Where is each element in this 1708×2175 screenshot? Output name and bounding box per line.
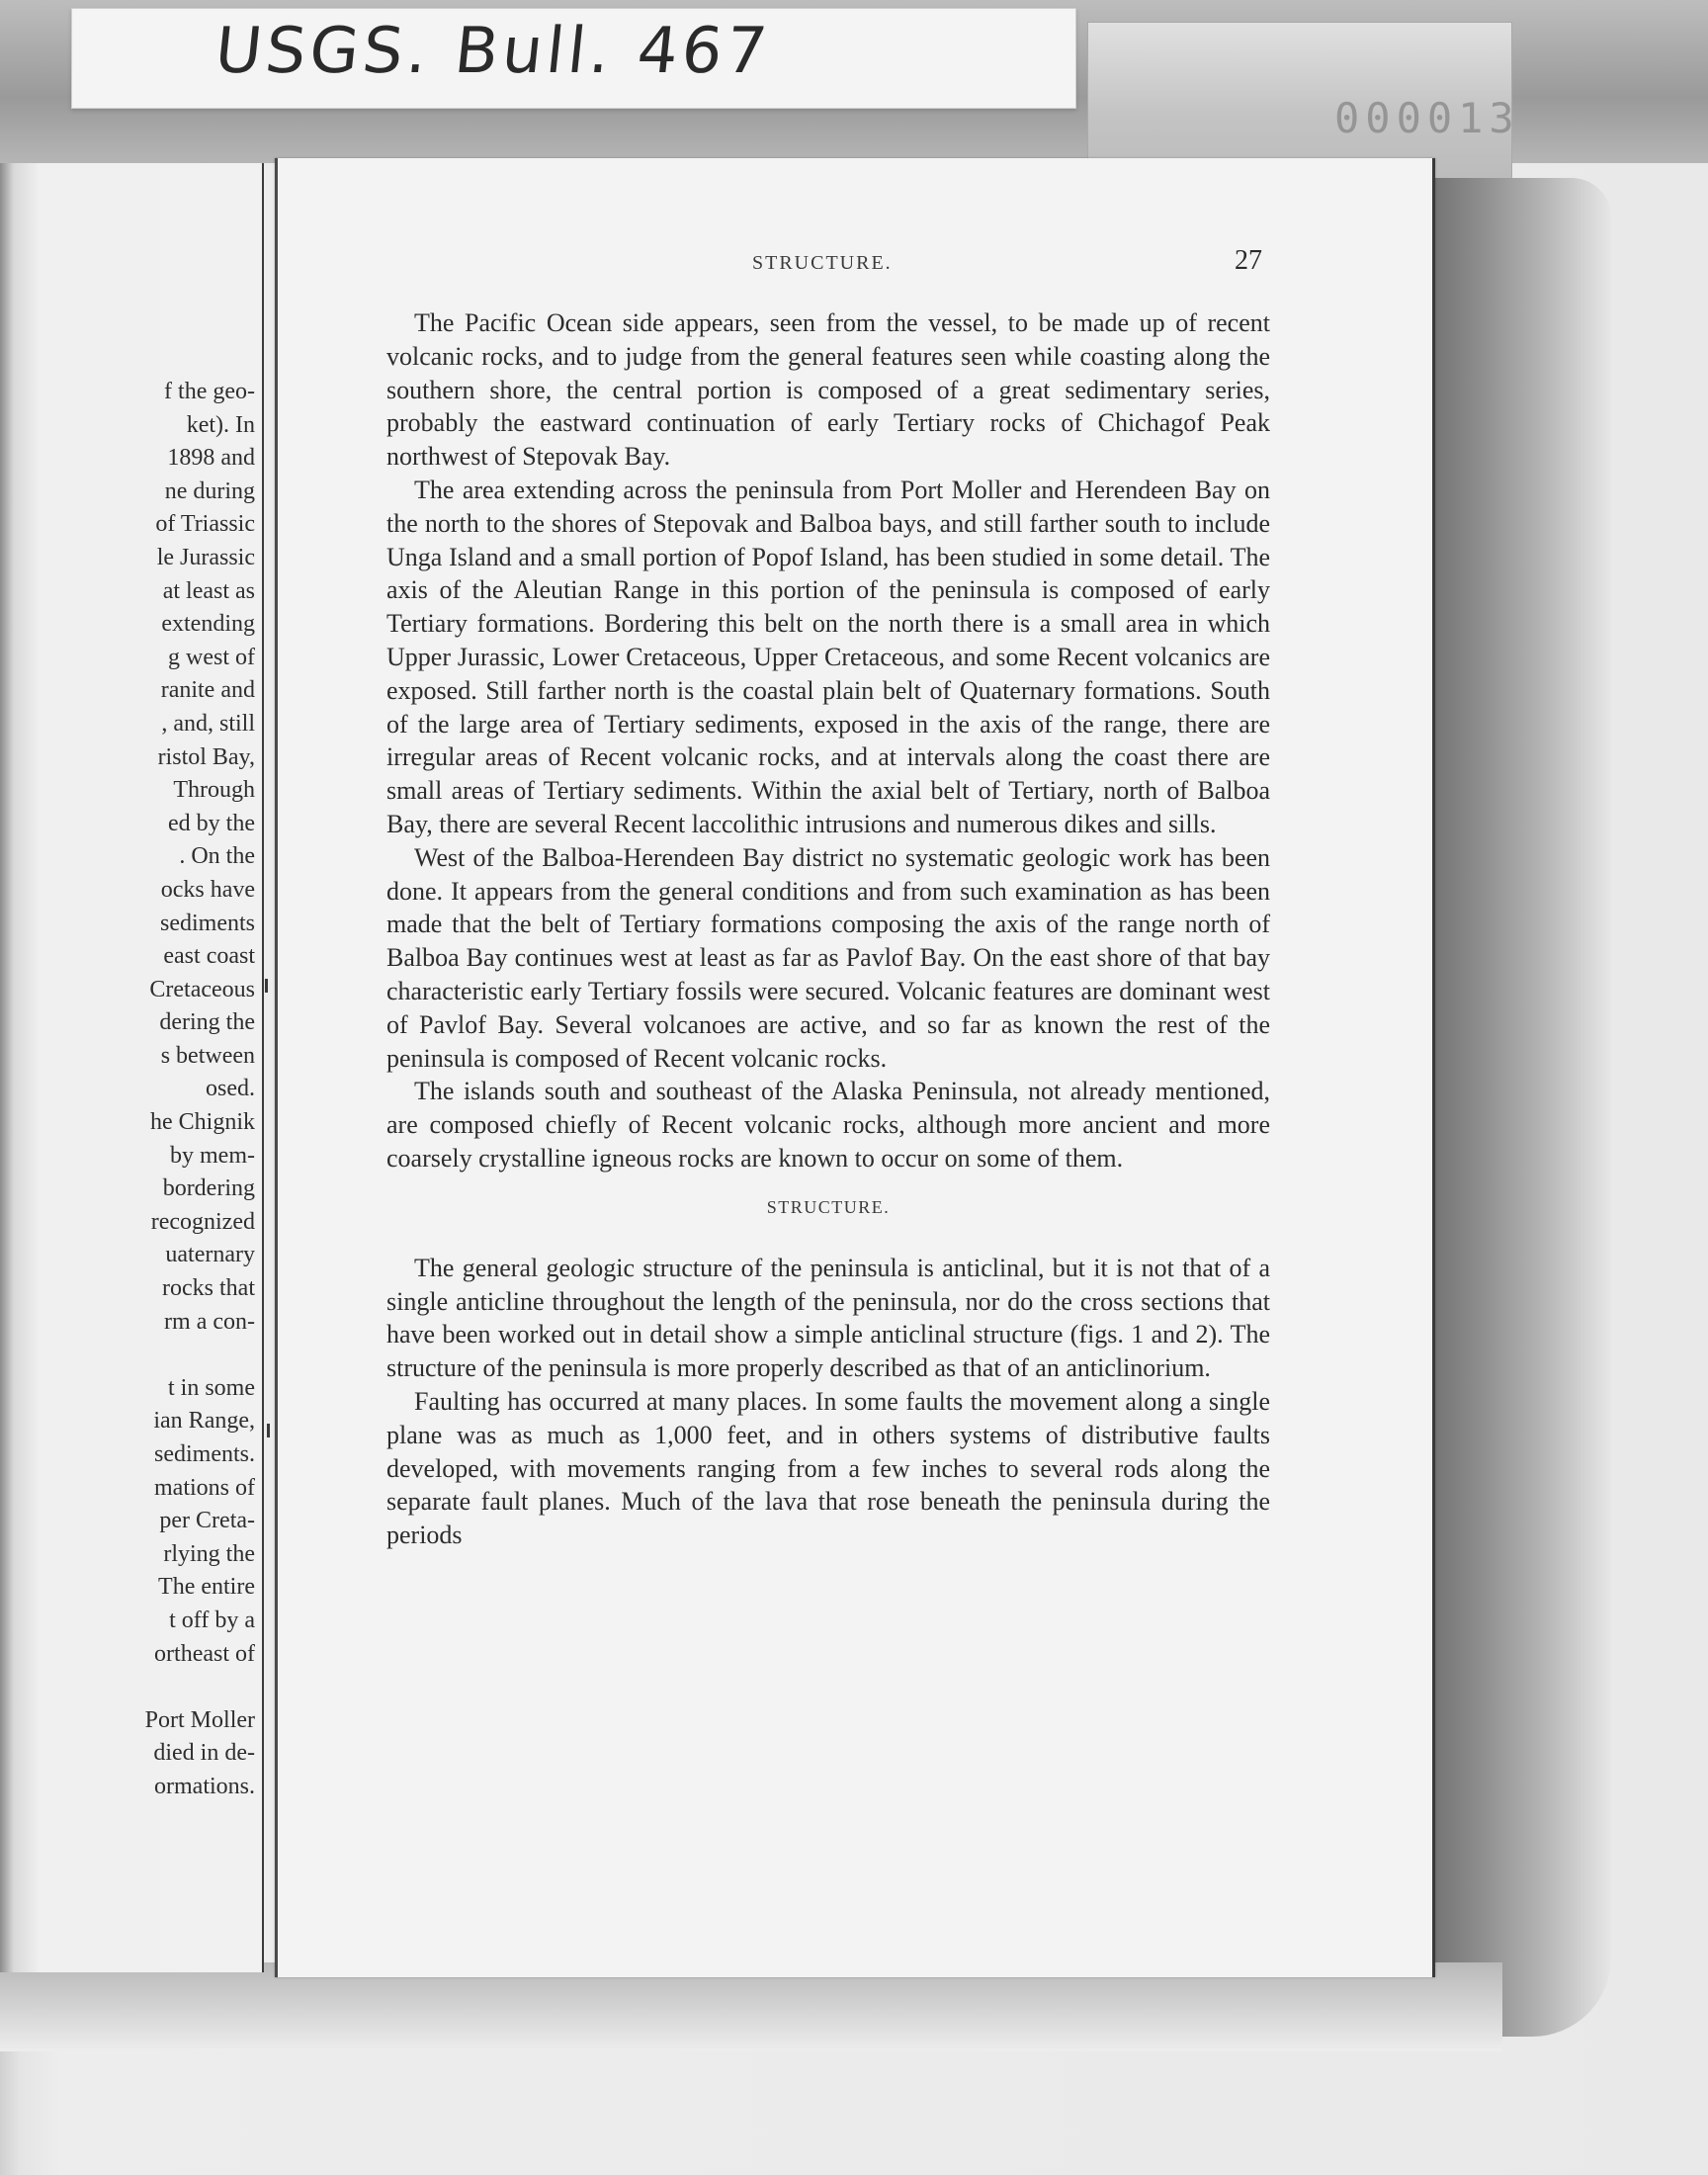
- left-page-line: mations of: [154, 1474, 255, 1501]
- left-page-text: [0, 376, 255, 1804]
- left-page-line: rocks that: [162, 1275, 255, 1302]
- left-page-line: ket). In: [186, 411, 255, 438]
- left-page-line: bordering: [162, 1175, 255, 1202]
- running-head: STRUCTURE.: [752, 252, 893, 274]
- binding-mark: [265, 979, 268, 993]
- binding-mark: [267, 1424, 270, 1437]
- left-page-line: le Jurassic: [156, 544, 255, 570]
- left-page-line: 1898 and: [167, 445, 255, 472]
- left-page-line: east coast: [163, 943, 255, 970]
- left-page-line: of Triassic: [155, 511, 255, 538]
- left-page-line: Through: [173, 777, 255, 804]
- left-page-line: sediments.: [154, 1441, 255, 1467]
- left-page-line: ormations.: [154, 1773, 255, 1799]
- paragraph: West of the Balboa-Herendeen Bay district no systematic geologic work has been done. It appears from the general conditions and from such examination as has been made that the belt of Tertiary formations composing the axis of the range north of Balboa Bay continues west at least as far as Pavlof Bay. On the east shore of that bay characteristic early Tertiary fossils were secured. Volcanic features are dominant west of Pavlof Bay. Several volcanoes are active, and so far as known the rest of the peninsula is composed of Recent volcanic rocks.: [386, 842, 1270, 1073]
- section-heading: STRUCTURE.: [766, 1196, 891, 1217]
- right-edge-shadow: [1423, 178, 1611, 2037]
- body-text: [386, 306, 1270, 1552]
- left-page-line: ranite and: [160, 677, 255, 704]
- left-page-fragment: [0, 163, 264, 1972]
- left-page-line: died in de-: [153, 1740, 255, 1767]
- left-page-line: The entire: [158, 1574, 255, 1601]
- left-page-line: ne during: [164, 478, 255, 504]
- left-page-line: dering the: [159, 1009, 255, 1036]
- catalog-label: [71, 8, 1076, 109]
- left-page-line: ocks have: [160, 876, 255, 903]
- stamp-number: 000013: [1334, 94, 1520, 142]
- page-number: 27: [1235, 245, 1262, 276]
- left-page-line: recognized: [150, 1208, 255, 1235]
- left-page-line: at least as: [162, 577, 255, 604]
- paragraph: The Pacific Ocean side appears, seen from the vessel, to be made up of recent volcanic rocks, and to judge from the general features seen while coasting along the southern shore, the central portion is composed of a great sedimentary series, probably the eastward continuation of early Tertiary rocks of Chichagof Peak northwest of Stepovak Bay.: [386, 308, 1270, 472]
- left-page-line: ortheast of: [154, 1640, 255, 1667]
- left-page-line: Cretaceous: [149, 976, 255, 1002]
- left-page-line: g west of: [168, 644, 255, 670]
- paragraph: The islands south and southeast of the Alaska Peninsula, not already mentioned, are composed chiefly of Recent volcanic rocks, although more ancient and more coarsely crystalline igneous rocks are known to occur on some of them.: [386, 1077, 1270, 1173]
- main-page: [275, 158, 1435, 1977]
- left-page-line: . On the: [179, 843, 255, 870]
- left-page-line: ristol Bay,: [157, 743, 255, 770]
- left-page-line: Port Moller: [144, 1706, 255, 1733]
- left-page-line: s between: [160, 1042, 255, 1069]
- left-page-line: extending: [161, 611, 255, 638]
- left-page-line: osed.: [206, 1076, 255, 1102]
- left-page-line: f the geo-: [164, 379, 255, 404]
- left-page-line: sediments: [160, 910, 255, 936]
- left-page-line: t off by a: [169, 1607, 255, 1633]
- left-page-line: rlying the: [163, 1540, 255, 1567]
- paragraph: The area extending across the peninsula from Port Moller and Herendeen Bay on the north to the shores of Stepovak and Balboa bays, and still farther south to include Unga Island and a small portion of Popof Island, has been studied in some detail. The axis of the Aleutian Range in this portion of the peninsula is composed of early Tertiary formations. Bordering this belt on the north there is a small area in which Upper Jurassic, Lower Cretaceous, Upper Cretaceous, and some Recent volcanics are exposed. Still farther north is the coastal plain belt of Quaternary formations. South of the large area of Tertiary sediments, exposed in the axis of the range, there are irregular areas of Recent volcanic rocks, and at intervals along the coast there are small areas of Tertiary sediments. Within the axial belt of Tertiary, north of Balboa Bay, there are several Recent laccolithic intrusions and numerous dikes and sills.: [386, 475, 1270, 838]
- left-page-line: rm a con-: [164, 1308, 255, 1335]
- left-page-line: ed by the: [168, 810, 255, 836]
- left-page-line: [0, 1671, 255, 1704]
- left-page-line: ian Range,: [153, 1408, 255, 1435]
- paragraph: The general geologic structure of the peninsula is anticlinal, but it is not that of a single anticline throughout the length of the peninsula, nor do the cross sections that have been worked out in detail show a simple anticlinal structure (figs. 1 and 2). The structure of the peninsula is more properly described as that of an anticlinorium.: [386, 1253, 1270, 1383]
- paragraph: Faulting has occurred at many places. In some faults the movement along a single plane was as much as 1,000 feet, and in others systems of distributive faults developed, with movements ranging from a few inches to several rods along the separate fault planes. Much of the lava that rose beneath the peninsula during the periods: [386, 1386, 1270, 1550]
- handwritten-label: USGS. Bull. 467: [212, 15, 775, 88]
- left-page-line: uaternary: [165, 1242, 255, 1268]
- left-page-line: t in some: [168, 1374, 255, 1401]
- left-page-line: , and, still: [161, 710, 255, 737]
- left-page-line: [0, 1339, 255, 1372]
- left-page-line: by mem-: [170, 1142, 255, 1169]
- left-page-line: per Creta-: [159, 1508, 255, 1534]
- left-page-line: he Chignik: [150, 1109, 255, 1136]
